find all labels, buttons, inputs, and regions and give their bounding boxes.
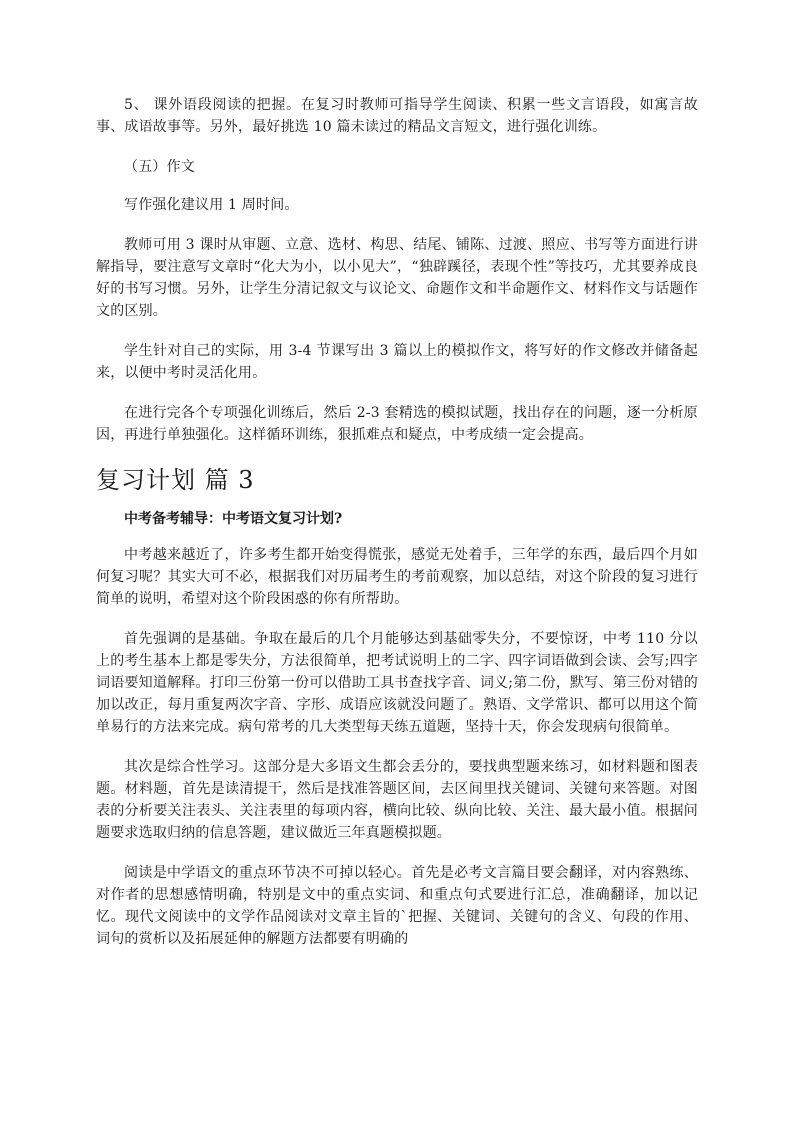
paragraph-extracurricular-reading: 5、 课外语段阅读的把握。在复习时教师可指导学生阅读、积累一些文言语段，如寓言故事、成语故事等。另外，最好挑选 10 篇未读过的精品文言短文，进行强化训练。	[96, 97, 698, 135]
article-subtitle: 中考备考辅导：中考语文复习计划?	[124, 511, 343, 527]
paragraph-writing-time: 写作强化建议用 1 周时间。	[124, 197, 299, 213]
section-label-composition: （五）作文	[124, 159, 195, 175]
paragraph-comprehensive-learning: 其次是综合性学习。这部分是大多语文生都会丢分的，要找典型题来练习，如材料题和图表题。材料题，首先是读清提干，然后是找准答题区间，去区间里找关键词、关键句来答题。对图表的分析要关注表头、关注表里的每项内容，横向比较、纵向比较、关注、最大最小值。根据问题要求选取归纳的信息答题，建议做近三年真题模拟题。	[96, 759, 698, 841]
paragraph-teacher-guidance: 教师可用 3 课时从审题、立意、选材、构思、结尾、铺陈、过渡、照应、书写等方面进行讲解指导，要注意写文章时“化大为小，以小见大”，“独辟蹊径，表现个性”等技巧，尤其要养成良好的书写习惯。另外，让学生分清记叙文与议论文、命题作文和半命题作文、材料作文与话题作文的区别。	[96, 237, 698, 319]
paragraph-basics: 首先强调的是基础。争取在最后的几个月能够达到基础零失分，不要惊讶，中考 110 分以上的考生基本上都是零失分，方法很简单，把考试说明上的二字、四字词语做到会读、会写;四字词语要知道解释。打印三份第一份可以借助工具书查找字音、词义;第二份，默写、第三份对错的加以改正，每月重复两次字音、字形、成语应该就没问题了。熟语、文学常识、都可以用这个简单易行的方法来完成。病句常考的几大类型每天练五道题，坚持十天，你会发现病句很简单。	[96, 631, 698, 735]
paragraph-student-practice: 学生针对自己的实际，用 3-4 节课写出 3 篇以上的模拟作文，将写好的作文修改并储备起来，以便中考时灵活化用。	[96, 343, 698, 381]
section-heading: 复习计划 篇 3	[96, 466, 255, 494]
paragraph-mock-tests: 在进行完各个专项强化训练后，然后 2-3 套精选的模拟试题，找出存在的问题，逐一分析原因，再进行单独强化。这样循环训练，狠抓难点和疑点，中考成绩一定会提高。	[96, 405, 698, 443]
paragraph-introduction: 中考越来越近了，许多考生都开始变得慌张，感觉无处着手，三年学的东西，最后四个月如何复习呢？其实大可不必，根据我们对历届考生的考前观察，加以总结，对这个阶段的复习进行简单的说明，希望对这个阶段困惑的你有所帮助。	[96, 547, 698, 607]
document-page	[96, 94, 698, 968]
paragraph-reading: 阅读是中学语文的重点环节决不可掉以轻心。首先是必考文言篇目要会翻译，对内容熟练、对作者的思想感情明确，特别是文中的重点实词、和重点句式要进行汇总，准确翻译，加以记忆。现代文阅读中的文学作品阅读对文章主旨的`把握、关键词、关键句的含义、句段的作用、词句的赏析以及拓展延伸的解题方法都要有明确的	[96, 865, 698, 947]
